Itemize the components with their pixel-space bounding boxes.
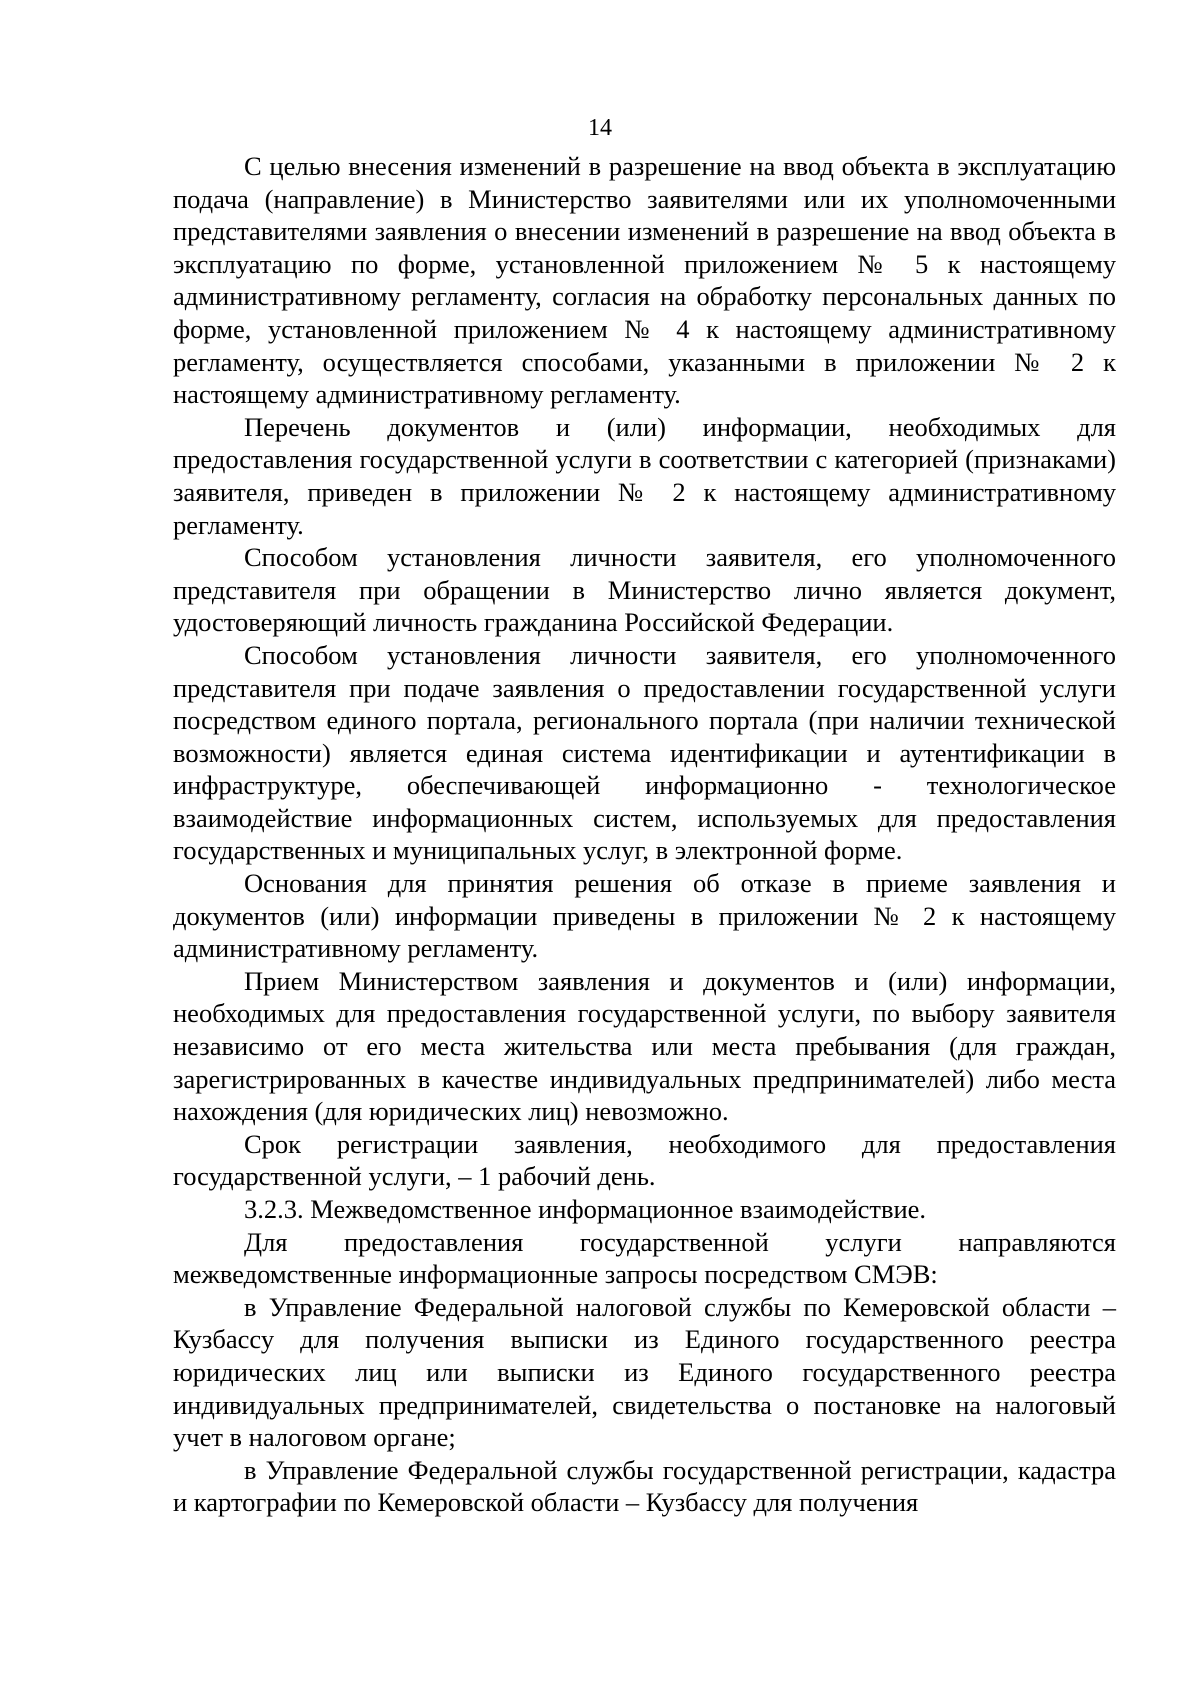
- paragraph-interagency-requests: Для предоставления государственной услуги направляются межведомственные информационные запросы посредством СМЭВ:: [173, 1226, 1116, 1290]
- paragraph-identity-in-person: Способом установления личности заявителя, его уполномоченного представителя при обращении в Министерство лично является документ, удостоверяющий личность гражданина Российской Федерации.: [173, 542, 1116, 638]
- paragraph-registration-term: Срок регистрации заявления, необходимого для предоставления государственной услуги, – 1 рабочий день.: [173, 1128, 1116, 1192]
- paragraph-documents-list: Перечень документов и (или) информации, необходимых для предоставления государственной услуги в соответствии с категорией (признаками) заявителя, приведен в приложении № 2 к настоящему административному регламенту.: [173, 411, 1116, 540]
- section-heading-3-2-3: 3.2.3. Межведомственное информационное взаимодействие.: [244, 1194, 927, 1224]
- paragraph-identity-portal: Способом установления личности заявителя, его уполномоченного представителя при подаче заявления о предоставлении государственной услуги посредством единого портала, регионального портала (при наличии технической возможности) является единая система идентификации и аутентификации в инфраструктуре, обеспечивающей информационно - технологическое взаимодействие информационных систем, используемых для предоставления государственных и муниципальных услуг, в электронной форме.: [173, 639, 1116, 866]
- paragraph-refusal-grounds: Основания для принятия решения об отказе в приеме заявления и документов (или) информации приведены в приложении № 2 к настоящему административному регламенту.: [173, 868, 1116, 964]
- paragraph-tax-service: в Управление Федеральной налоговой службы по Кемеровской области – Кузбассу для получения выписки из Единого государственного реестра юридических лиц или выписки из Единого государственного реестра индивидуальных предпринимателей, свидетельства о постановке на налоговый учет в налоговом органе;: [173, 1291, 1116, 1453]
- paragraph-amendment-submission: С целью внесения изменений в разрешение на ввод объекта в эксплуатацию подача (направление) в Министерство заявителями или их уполномоченными представителями заявления о внесении изменений в разрешение на ввод объекта в эксплуатацию по форме, установленной приложением № 5 к настоящему административному регламенту, согласия на обработку персональных данных по форме, установленной приложением № 4 к настоящему административному регламенту, осуществляется способами, указанными в приложении № 2 к настоящему административному регламенту.: [173, 151, 1116, 410]
- paragraph-rosreestr: в Управление Федеральной службы государственной регистрации, кадастра и картографии по Кемеровской области – Кузбассу для получения: [173, 1454, 1116, 1518]
- document-body: [173, 150, 1116, 1519]
- paragraph-extraterritorial: Прием Министерством заявления и документов и (или) информации, необходимых для предоставления государственной услуги, по выбору заявителя независимо от его места жительства или места пребывания (для граждан, зарегистрированных в качестве индивидуальных предпринимателей) либо места нахождения (для юридических лиц) невозможно.: [173, 965, 1116, 1127]
- page-number: 14: [588, 115, 612, 141]
